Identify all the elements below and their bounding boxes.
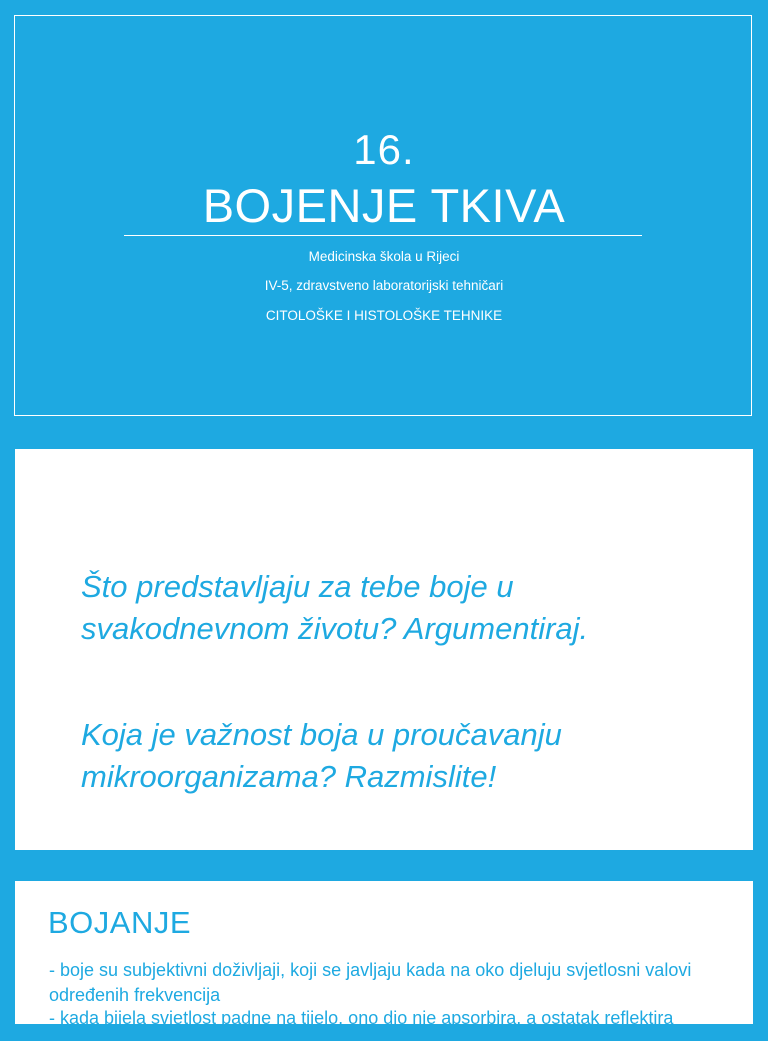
class-name: IV-5, zdravstveno laboratorijski tehničari [264,278,504,293]
school-name: Medicinska škola u Rijeci [308,249,460,264]
question-slide [15,449,753,850]
lesson-number: 16. [353,126,415,173]
title-divider [124,235,642,236]
title-slide [0,0,768,432]
bullet-1: - boje su subjektivni doživljaji, koji se javljaju kada na oko djeluju svjetlosni valovi određenih frekvencija [49,960,692,1005]
slide-heading: BOJANJE [48,905,192,940]
question-1: Što predstavljaju za tebe boje u svakodnevnom životu? Argumentiraj. [81,569,589,646]
question-2: Koja je važnost boja u proučavanju mikroorganizama? Razmislite! [81,717,562,794]
bojanje-slide [15,881,753,1028]
bullet-2-text: - kada bijela svjetlost padne na tijelo, ono dio nje apsorbira, a ostatak reflektira [49,1008,674,1028]
lesson-title: BOJENJE TKIVA [202,179,566,232]
bullet-2-partial [49,1008,729,1028]
subject-name: CITOLOŠKE I HISTOLOŠKE TEHNIKE [265,308,503,323]
